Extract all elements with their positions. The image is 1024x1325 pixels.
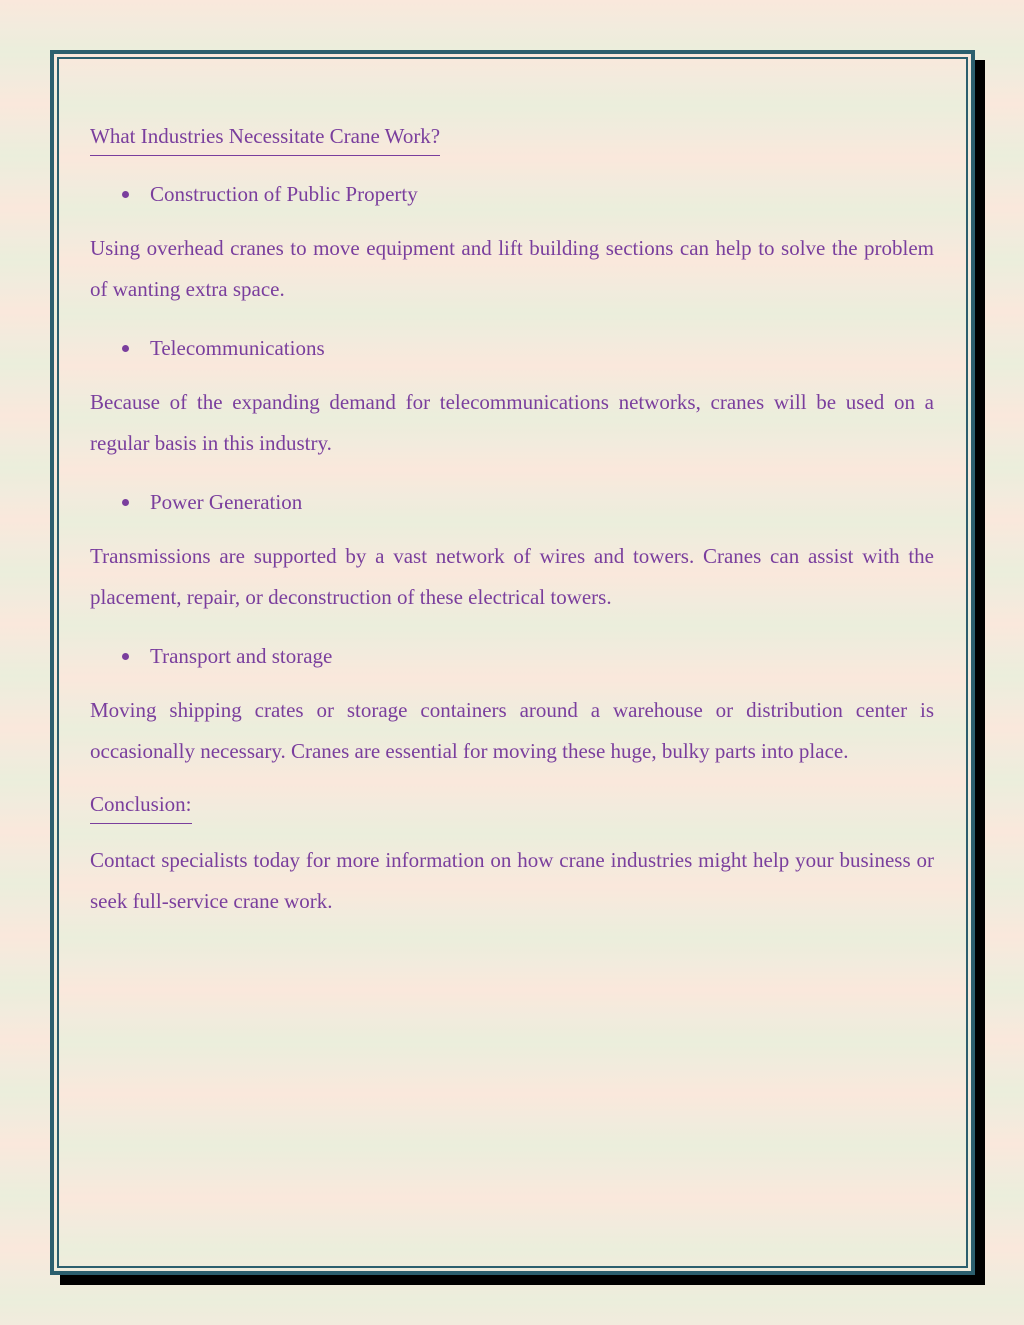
conclusion-heading: Conclusion: xyxy=(90,786,192,824)
bullet-item xyxy=(90,638,934,674)
section-paragraph: Using overhead cranes to move equipment and lift building sections can help to solve the problem of wanting extra space. xyxy=(90,236,934,301)
conclusion-paragraph: Contact specialists today for more information on how crane industries might help your business or seek full-service crane work. xyxy=(90,848,934,913)
document-content xyxy=(90,118,934,922)
section-paragraph: Transmissions are supported by a vast network of wires and towers. Cranes can assist with the placement, repair, or deconstruction of these electrical towers. xyxy=(90,544,934,609)
bullet-label: Transport and storage xyxy=(150,644,333,668)
section-power-generation xyxy=(90,484,934,618)
page-heading: What Industries Necessitate Crane Work? xyxy=(90,118,440,156)
bullet-item xyxy=(90,484,934,520)
bullet-label: Power Generation xyxy=(150,490,303,514)
bullet-dot-icon xyxy=(122,191,129,198)
bullet-item xyxy=(90,176,934,212)
bullet-label: Telecommunications xyxy=(150,336,325,360)
bullet-label: Construction of Public Property xyxy=(150,182,418,206)
section-paragraph: Because of the expanding demand for telecommunications networks, cranes will be used on a regular basis in this industry. xyxy=(90,390,934,455)
bullet-dot-icon xyxy=(122,653,129,660)
conclusion-section xyxy=(90,786,934,922)
section-paragraph: Moving shipping crates or storage containers around a warehouse or distribution center is occasionally necessary. Cranes are essential for moving these huge, bulky parts into place. xyxy=(90,698,934,763)
section-construction xyxy=(90,176,934,310)
section-telecommunications xyxy=(90,330,934,464)
section-transport-storage xyxy=(90,638,934,772)
bullet-dot-icon xyxy=(122,499,129,506)
bullet-item xyxy=(90,330,934,366)
bullet-dot-icon xyxy=(122,345,129,352)
